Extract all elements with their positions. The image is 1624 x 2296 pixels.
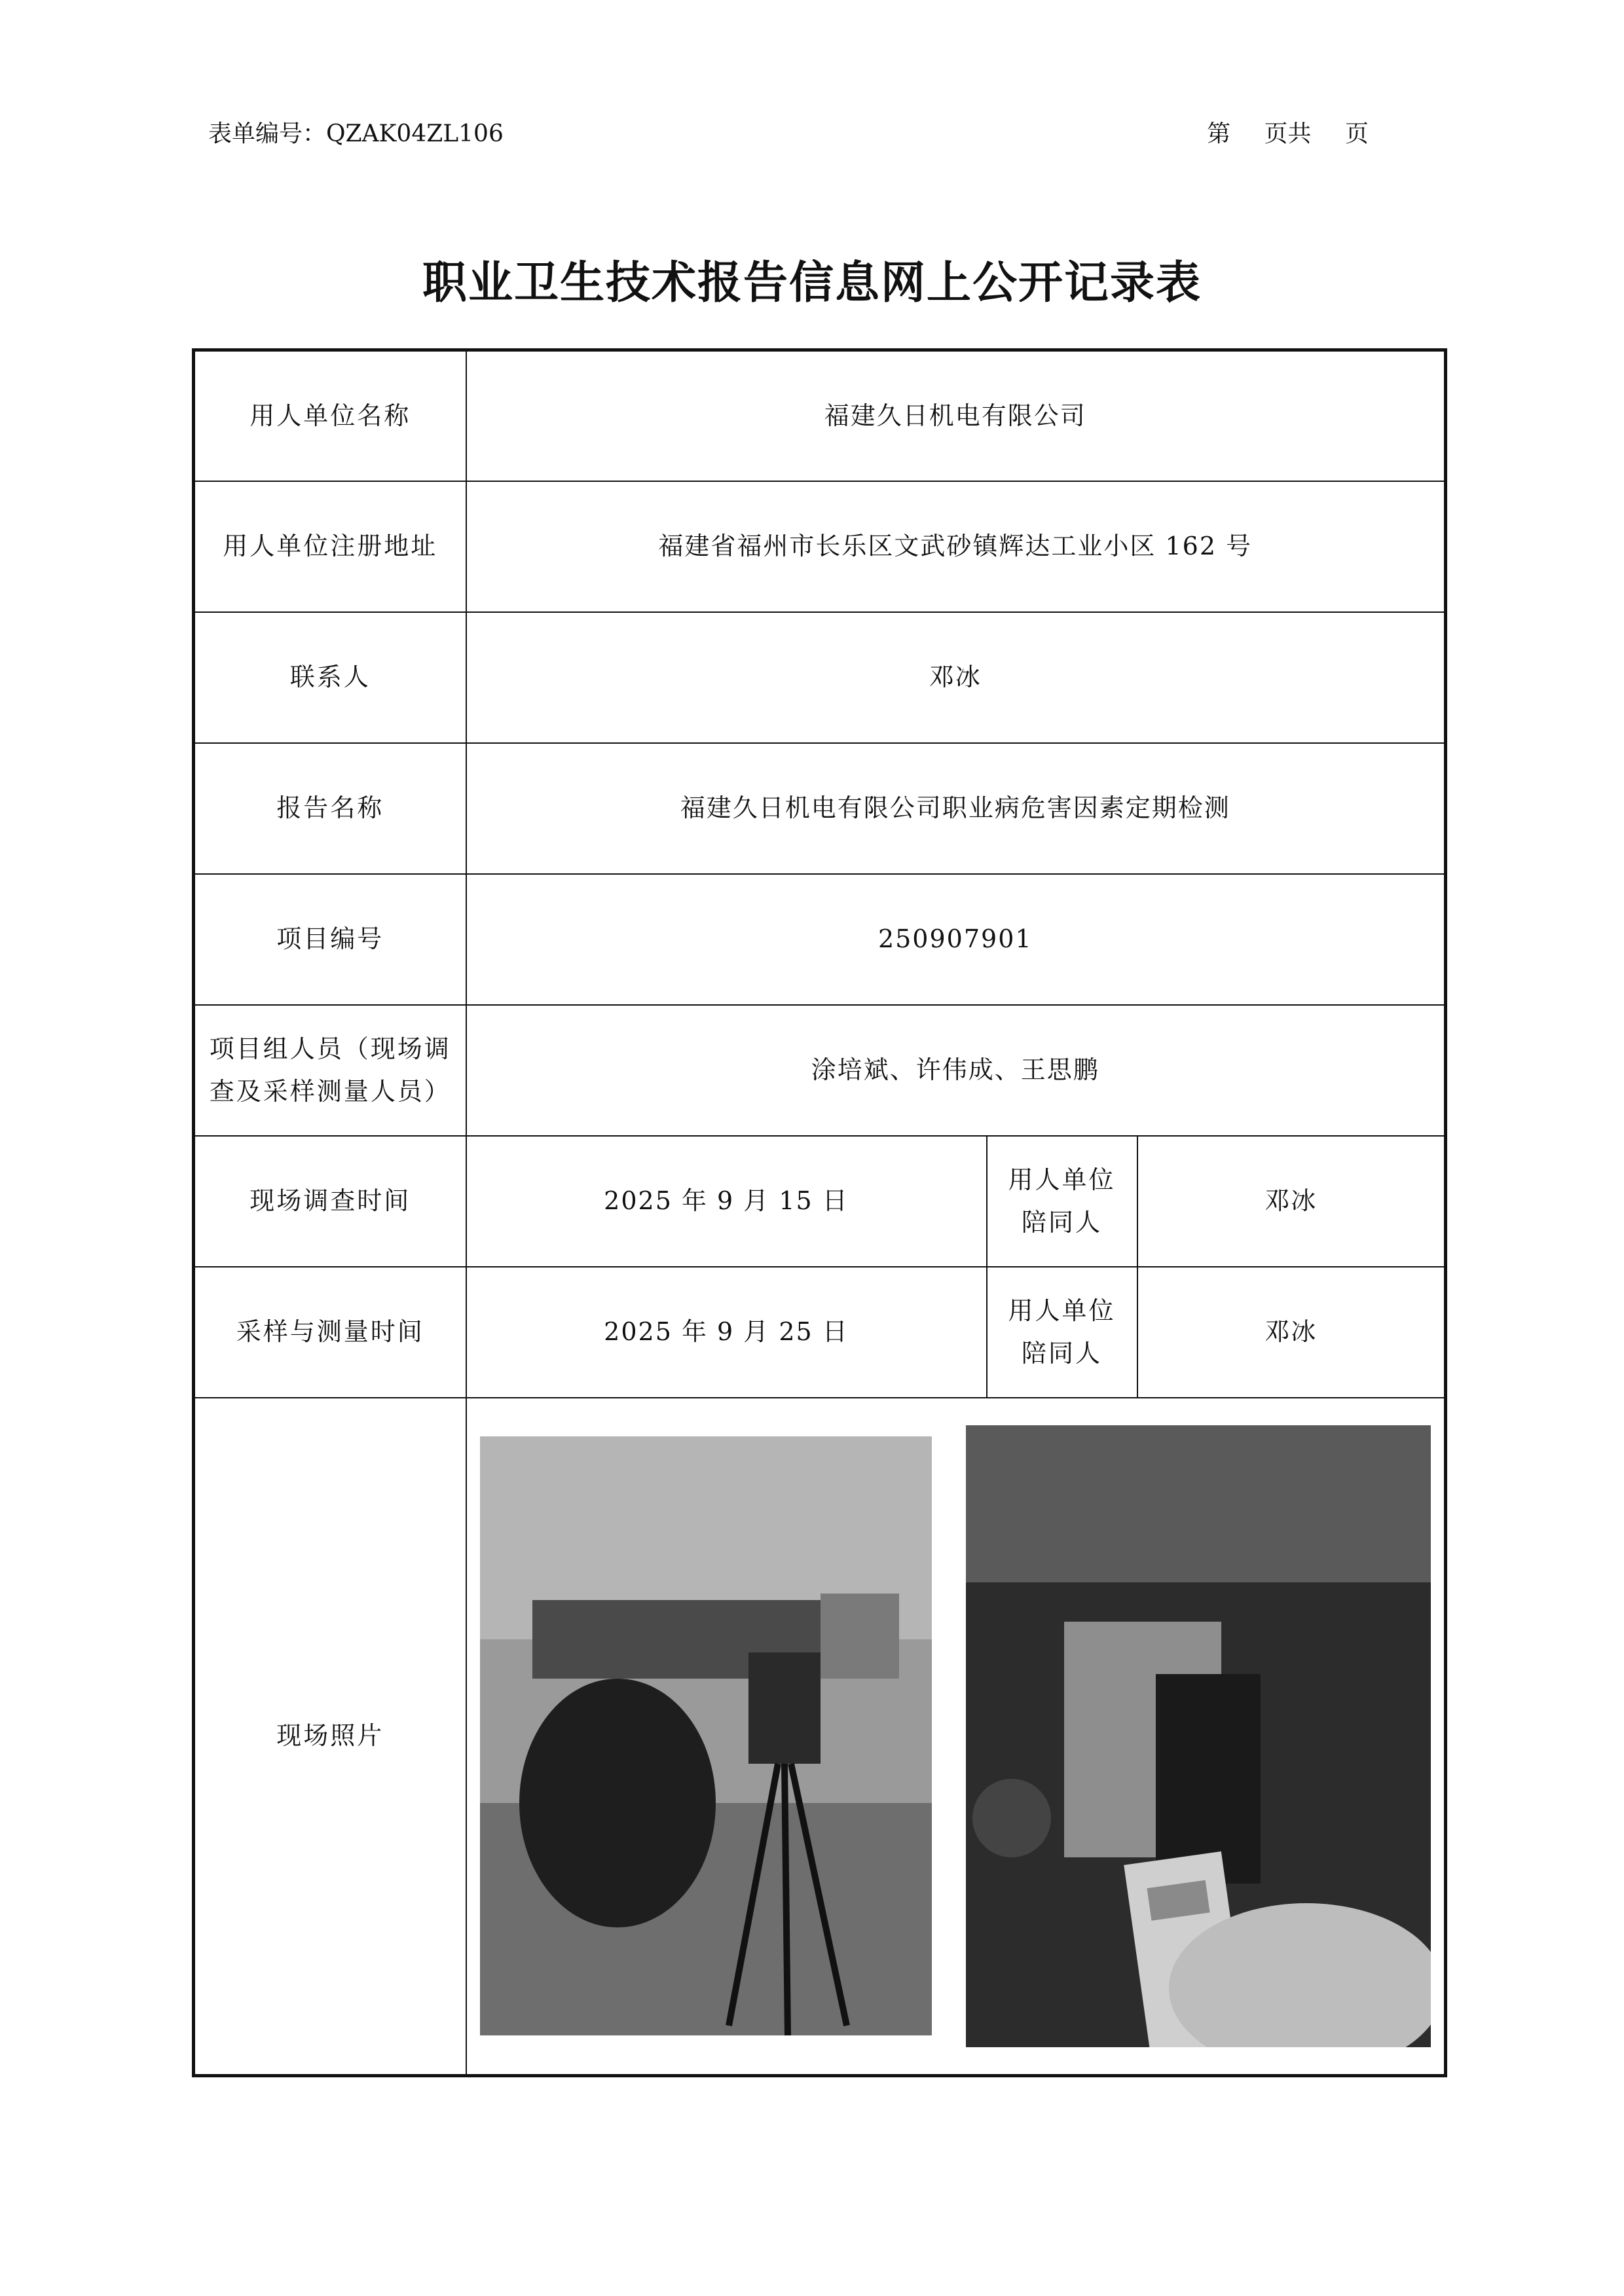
- project-number-label: 项目编号: [194, 874, 466, 1005]
- survey-time-value: 2025 年 9 月 15 日: [466, 1136, 987, 1267]
- table-row: [194, 481, 1446, 612]
- address-label: 用人单位注册地址: [194, 481, 466, 612]
- table-row: [194, 874, 1446, 1005]
- contact-label: 联系人: [194, 612, 466, 743]
- page-info: 第 页共 页: [1207, 120, 1369, 147]
- table-row: [194, 743, 1446, 874]
- document-title: 职业卫生技术报告信息网上公开记录表: [422, 257, 1202, 309]
- table-row: [194, 1267, 1446, 1398]
- photo-strip: [473, 1425, 1438, 2047]
- table-row: [194, 350, 1446, 481]
- record-table: [192, 348, 1447, 2077]
- report-name-label: 报告名称: [194, 743, 466, 874]
- report-name-value: 福建久日机电有限公司职业病危害因素定期检测: [466, 743, 1446, 874]
- table-row: [194, 612, 1446, 743]
- team-value: 涂培斌、许伟成、王思鹏: [466, 1005, 1446, 1136]
- survey-escort-label: 用人单位陪同人: [987, 1136, 1137, 1267]
- project-number-value: 250907901: [466, 874, 1446, 1005]
- site-photos-cell: [466, 1398, 1446, 2076]
- employer-name-value: 福建久日机电有限公司: [466, 350, 1446, 481]
- site-photos-label: 现场照片: [194, 1398, 466, 2076]
- table-row: [194, 1136, 1446, 1267]
- form-number: 表单编号：QZAK04ZL106: [208, 120, 504, 147]
- sampling-time-value: 2025 年 9 月 25 日: [466, 1267, 987, 1398]
- address-value: 福建省福州市长乐区文武砂镇辉达工业小区 162 号: [466, 481, 1446, 612]
- team-label: 项目组人员（现场调查及采样测量人员）: [194, 1005, 466, 1136]
- employer-name-label: 用人单位名称: [194, 350, 466, 481]
- table-row: [194, 1005, 1446, 1136]
- survey-escort-value: 邓冰: [1137, 1136, 1446, 1267]
- site-photo-noise-measurement: [966, 1425, 1431, 2047]
- sampling-escort-value: 邓冰: [1137, 1267, 1446, 1398]
- table-row: [194, 1398, 1446, 2076]
- contact-value: 邓冰: [466, 612, 1446, 743]
- survey-time-label: 现场调查时间: [194, 1136, 466, 1267]
- sampling-time-label: 采样与测量时间: [194, 1267, 466, 1398]
- site-photo-sampling: [480, 1436, 932, 2035]
- sampling-escort-label: 用人单位陪同人: [987, 1267, 1137, 1398]
